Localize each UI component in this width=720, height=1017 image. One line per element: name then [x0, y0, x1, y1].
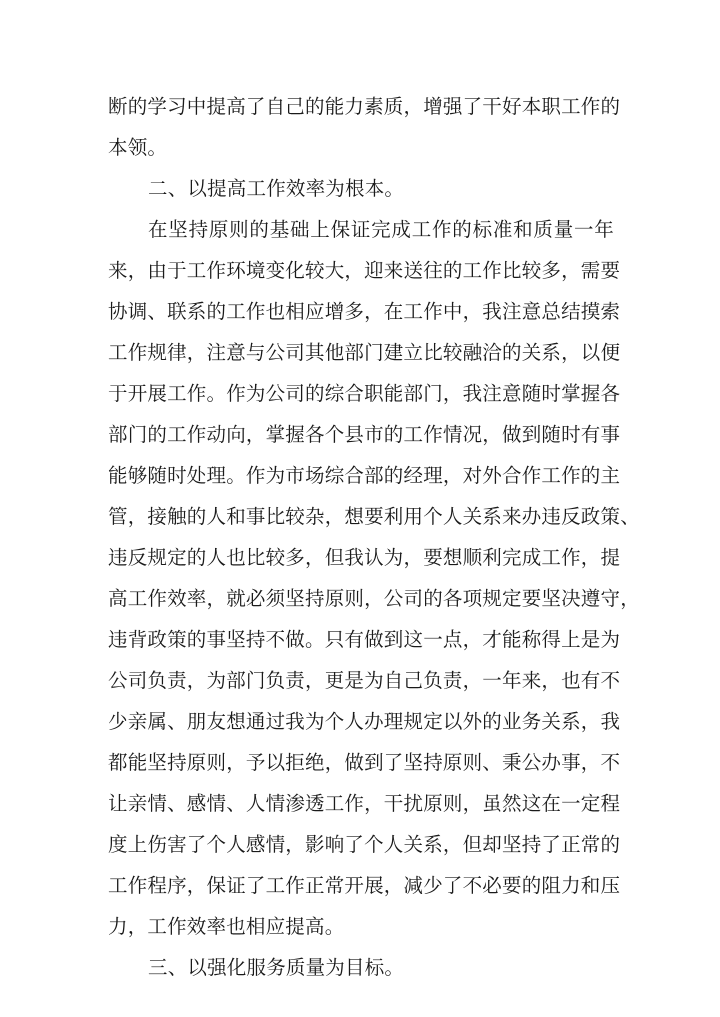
text-line-21: 力，工作效率也相应提高。	[108, 915, 345, 938]
text-line-13: 高工作效率，就必须坚持原则，公司的各项规定要坚决遵守，	[108, 587, 640, 610]
text-line-2: 本领。	[108, 136, 168, 159]
text-line-14: 违背政策的事坚持不做。只有做到这一点，才能称得上是为	[108, 628, 621, 651]
text-line-9: 部门的工作动向，掌握各个县市的工作情况，做到随时有事	[108, 423, 621, 446]
text-line-6: 协调、联系的工作也相应增多，在工作中，我注意总结摸索	[108, 300, 621, 323]
document-body	[108, 86, 640, 988]
text-line-15: 公司负责，为部门负责，更是为自己负责，一年来，也有不	[108, 669, 621, 692]
text-line-11: 管，接触的人和事比较杂，想要利用个人关系来办违反政策、	[108, 505, 640, 528]
text-line-19: 度上伤害了个人感情，影响了个人关系，但却坚持了正常的	[108, 833, 621, 856]
text-line-4: 在坚持原则的基础上保证完成工作的标准和质量一年	[148, 218, 614, 241]
text-line-16: 少亲属、朋友想通过我为个人办理规定以外的业务关系，我	[108, 710, 621, 733]
text-line-20: 工作程序，保证了工作正常开展，减少了不必要的阻力和压	[108, 874, 621, 897]
text-line-1: 断的学习中提高了自己的能力素质，增强了干好本职工作的	[108, 95, 621, 118]
section-heading-3: 三、以强化服务质量为目标。	[148, 956, 405, 979]
text-line-8: 于开展工作。作为公司的综合职能部门，我注意随时掌握各	[108, 382, 621, 405]
text-line-10: 能够随时处理。作为市场综合部的经理，对外合作工作的主	[108, 464, 621, 487]
text-line-18: 让亲情、感情、人情渗透工作，干扰原则，虽然这在一定程	[108, 792, 621, 815]
text-line-17: 都能坚持原则，予以拒绝，做到了坚持原则、秉公办事，不	[108, 751, 621, 774]
text-line-12: 违反规定的人也比较多，但我认为，要想顺利完成工作，提	[108, 546, 621, 569]
text-line-5: 来，由于工作环境变化较大，迎来送往的工作比较多，需要	[108, 259, 621, 282]
section-heading-2: 二、以提高工作效率为根本。	[148, 177, 405, 200]
text-line-7: 工作规律，注意与公司其他部门建立比较融洽的关系，以便	[108, 341, 621, 364]
